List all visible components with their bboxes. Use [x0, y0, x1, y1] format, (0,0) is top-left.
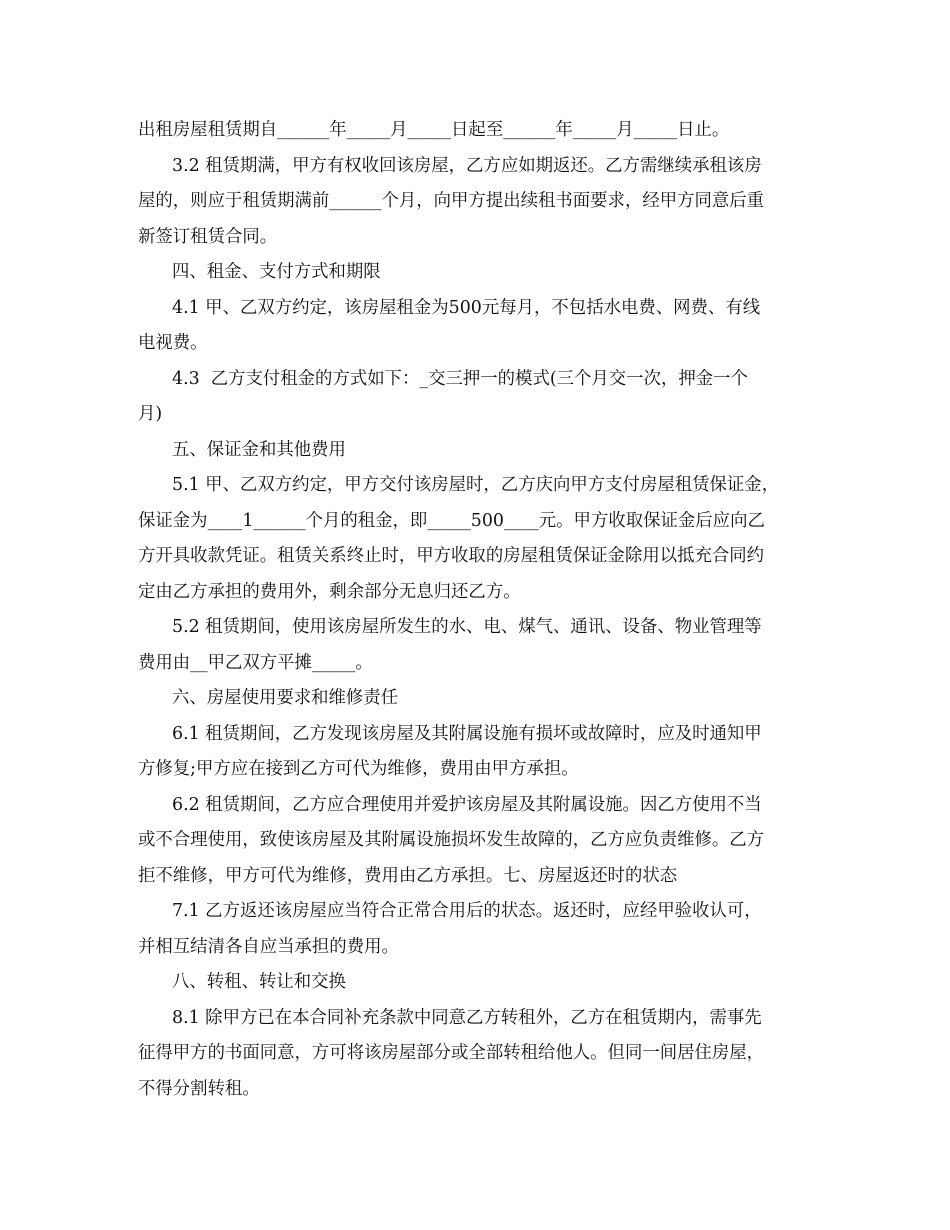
- text-line: 六、房屋使用要求和维修责任: [172, 688, 399, 708]
- text-line: 保证金为____1______个月的租金，即_____500____元。甲方收取保证金后应向乙: [138, 510, 765, 531]
- text-line: 征得甲方的书面同意，方可将该房屋部分或全部转租给他人。但同一间居住房屋，: [138, 1043, 765, 1063]
- text-line: 五、保证金和其他费用: [172, 439, 346, 460]
- text-line: 5.2 租赁期间，使用该房屋所发生的水、电、煤气、通讯、设备、物业管理等: [172, 617, 762, 637]
- text-line: 4.1 甲、乙双方约定，该房屋租金为500元每月，不包括水电费、网费、有线: [172, 297, 761, 318]
- text-line: 定由乙方承担的费用外，剩余部分无息归还乙方。: [138, 581, 521, 602]
- text-line: 8.1 除甲方已在本合同补充条款中同意乙方转租外，乙方在租赁期内，需事先: [172, 1007, 762, 1028]
- text-line: 电视费。: [138, 333, 208, 353]
- text-line: 八、转租、转让和交换: [172, 972, 346, 992]
- text-line: 屋的，则应于租赁期满前______个月，向甲方提出续租书面要求，经甲方同意后重: [138, 191, 765, 211]
- text-line: 6.2 租赁期间，乙方应合理使用并爱护该房屋及其附属设施。因乙方使用不当: [172, 794, 762, 815]
- text-line: 费用由__甲乙双方平摊_____。: [138, 652, 373, 673]
- text-line: 出租房屋租赁期自______年_____月_____日起至______年_____月_____日止。: [138, 120, 730, 140]
- text-line: 7.1 乙方返还该房屋应当符合正常合用后的状态。返还时，应经甲验收认可，: [172, 901, 762, 921]
- text-line: 四、租金、支付方式和期限: [172, 262, 381, 282]
- text-line: 方修复;甲方应在接到乙方可代为维修，费用由甲方承担。: [138, 759, 579, 779]
- text-line: 拒不维修，甲方可代为维修，费用由乙方承担。七、房屋返还时的状态: [138, 865, 678, 886]
- text-line: 5.1 甲、乙双方约定，甲方交付该房屋时，乙方庆向甲方支付房屋租赁保证金，: [172, 475, 780, 495]
- text-line: 方开具收款凭证。租赁关系终止时，甲方收取的房屋租赁保证金除用以抵充合同约: [138, 546, 765, 566]
- text-line: 不得分割转租。: [138, 1078, 260, 1099]
- text-line: 3.2 租赁期满，甲方有权收回该房屋，乙方应如期返还。乙方需继续承租该房: [172, 155, 762, 176]
- contract-text: [138, 113, 818, 1107]
- text-line: 月): [138, 404, 163, 424]
- text-line: 并相互结清各自应当承担的费用。: [138, 936, 399, 957]
- text-line: 新签订租赁合同。: [138, 226, 278, 247]
- text-line: 4.3 乙方支付租金的方式如下：_交三押一的模式(三个月交一次，押金一个: [172, 368, 748, 389]
- text-line: 6.1 租赁期间，乙方发现该房屋及其附属设施有损坏或故障时，应及时通知甲: [172, 723, 762, 744]
- text-line: 或不合理使用，致使该房屋及其附属设施损坏发生故障的，乙方应负责维修。乙方: [138, 830, 765, 850]
